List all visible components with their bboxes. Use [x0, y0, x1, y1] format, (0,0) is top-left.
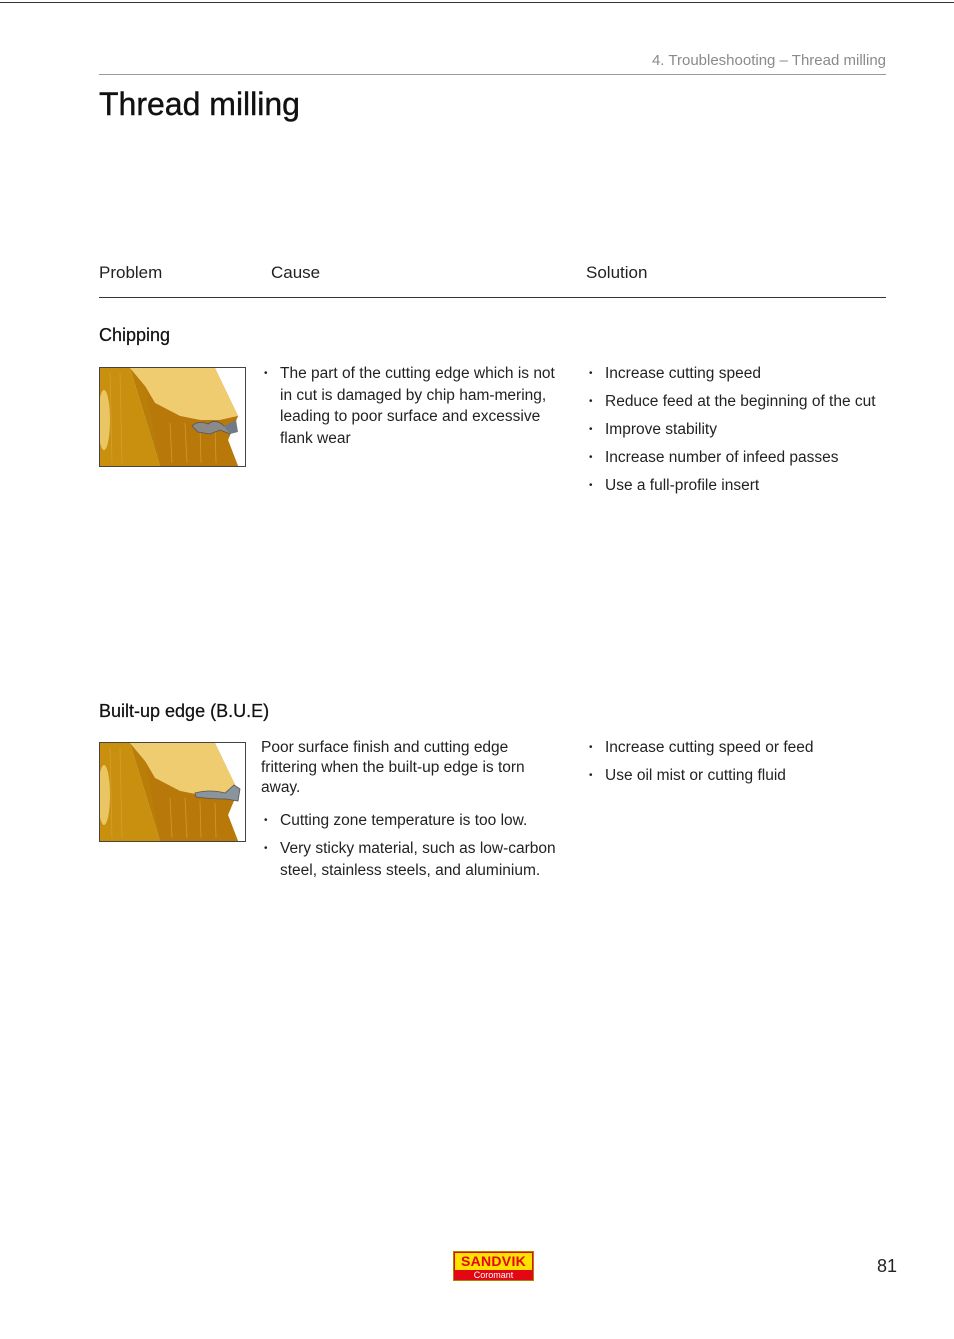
top-rule — [0, 2, 954, 3]
chipping-solutions — [586, 363, 886, 503]
bue-cause — [261, 738, 566, 888]
list-item: • Use a full-profile insert — [586, 475, 886, 497]
column-header-problem: Problem — [99, 263, 163, 282]
list-item: • Reduce feed at the beginning of the cut — [586, 391, 886, 413]
bue-insert-illustration — [99, 742, 246, 842]
list-item: • Improve stability — [586, 419, 886, 441]
chipping-insert-illustration — [99, 367, 246, 467]
bue-solution-list — [586, 737, 886, 787]
logo-subtitle: Coromant — [473, 1270, 514, 1280]
list-item: • Very sticky material, such as low-carbon steel, stainless steels, and aluminium. — [261, 838, 566, 881]
list-item: • The part of the cutting edge which is not in cut is damaged by chip ham-mering, leading to poor surface and excessive flank wear — [261, 363, 566, 449]
section-title-built-up-edge: Built-up edge (B.U.E) — [99, 701, 270, 721]
bue-solutions — [586, 737, 886, 793]
logo-wordmark: SANDVIK — [455, 1253, 532, 1270]
list-item: • Use oil mist or cutting fluid — [586, 765, 886, 787]
column-header-solution: Solution — [586, 263, 648, 282]
chipping-cause-list — [261, 363, 566, 449]
list-item: • Cutting zone temperature is too low. — [261, 810, 566, 832]
running-header: 4. Troubleshooting – Thread milling — [651, 52, 886, 69]
column-header-cause: Cause — [271, 263, 321, 282]
columns-rule — [99, 297, 886, 298]
list-item: • Increase cutting speed or feed — [586, 737, 886, 759]
sandvik-coromant-logo — [453, 1251, 534, 1281]
page-title: Thread milling — [99, 86, 300, 122]
bue-cause-list — [261, 810, 566, 881]
chipping-cause — [261, 363, 566, 456]
list-item: • Increase cutting speed — [586, 363, 886, 385]
insert-built-up-edge-graphic — [100, 743, 245, 841]
header-rule — [99, 74, 886, 75]
bue-cause-intro: Poor surface finish and cutting edge frittering when the built-up edge is torn away. — [261, 739, 525, 796]
page-number: 81 — [877, 1256, 898, 1276]
section-title-chipping: Chipping — [99, 325, 171, 345]
chipping-solution-list — [586, 363, 886, 497]
insert-chipping-graphic — [100, 368, 245, 466]
list-item: • Increase number of infeed passes — [586, 447, 886, 469]
